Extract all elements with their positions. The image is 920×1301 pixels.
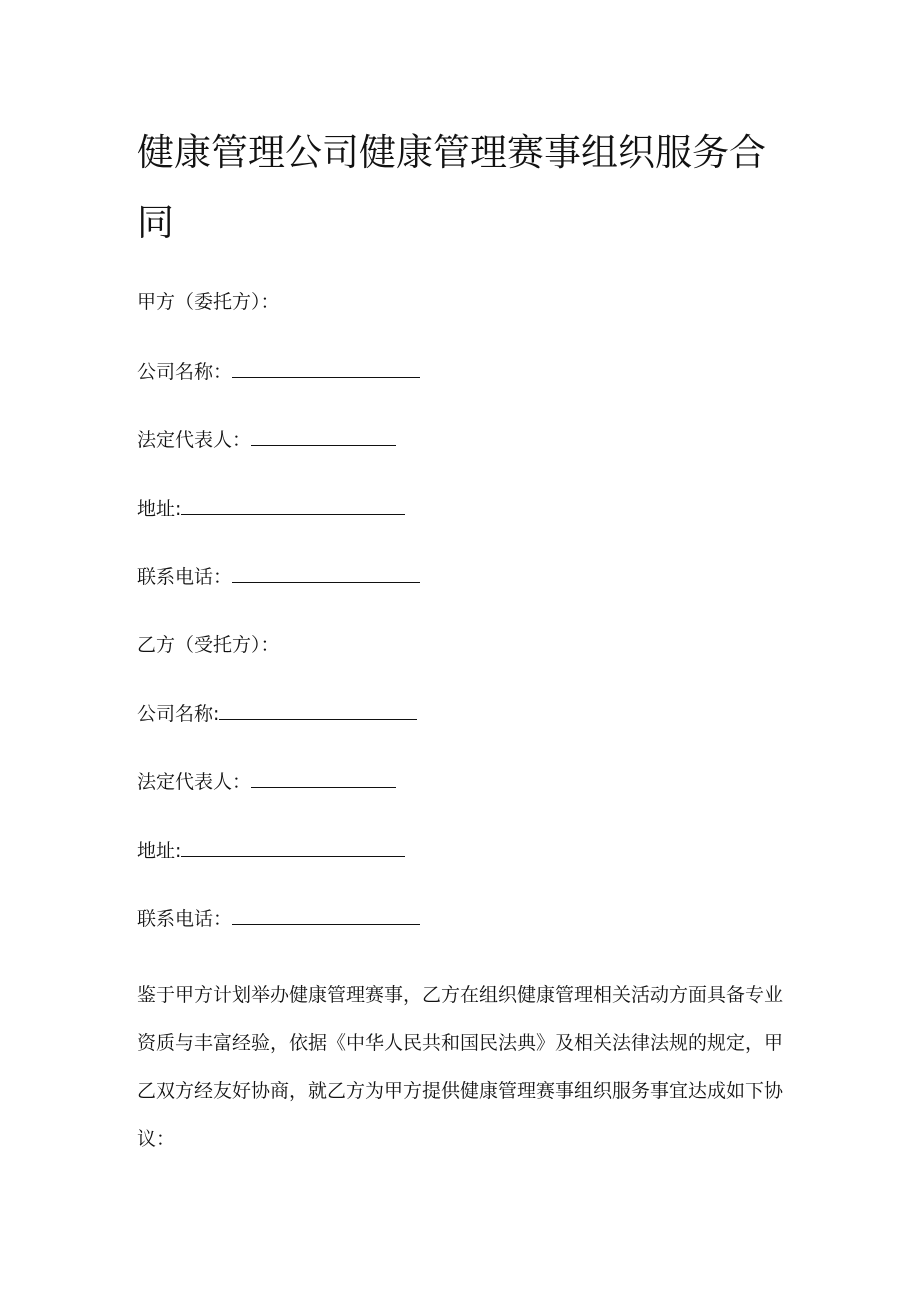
party-b-company-label: 公司名称: [137,703,220,725]
party-a-heading-text: 甲方（委托方）： [137,291,280,313]
contract-title: 健康管理公司健康管理赛事组织服务合同 [137,131,766,244]
party-a-phone-blank[interactable] [232,562,420,583]
party-a-company-label: 公司名称： [137,361,233,383]
party-a-phone-line [137,562,420,591]
party-b-company-blank[interactable] [219,699,417,720]
party-a-rep-blank[interactable] [251,425,396,446]
party-b-heading [137,631,280,659]
party-a-company-blank[interactable] [232,357,420,378]
party-a-phone-label: 联系电话： [137,566,233,588]
party-a-heading [137,288,280,316]
party-b-address-line [137,836,405,865]
party-b-phone-label: 联系电话： [137,908,233,930]
party-b-heading-text: 乙方（受托方）： [137,634,280,656]
party-a-address-label: 地址: [137,498,182,520]
party-a-address-line [137,494,405,523]
party-b-address-label: 地址: [137,840,182,862]
party-b-phone-line [137,904,420,933]
party-a-address-blank[interactable] [181,494,405,515]
preamble-paragraph: 鉴于甲方计划举办健康管理赛事，乙方在组织健康管理相关活动方面具备专业资质与丰富经验，依据《中华人民共和国民法典》及相关法律法规的规定，甲乙双方经友好协商，就乙方为甲方提供健康管理赛事组织服务事宜达成如下协议： [137,984,784,1150]
party-b-rep-blank[interactable] [251,767,396,788]
party-b-rep-line [137,767,396,796]
party-b-phone-blank[interactable] [232,904,420,925]
party-b-company-line [137,699,417,728]
party-b-rep-label: 法定代表人： [137,771,252,793]
party-a-company-line [137,357,420,386]
party-a-rep-line [137,425,396,454]
party-b-address-blank[interactable] [181,836,405,857]
party-a-rep-label: 法定代表人： [137,429,252,451]
